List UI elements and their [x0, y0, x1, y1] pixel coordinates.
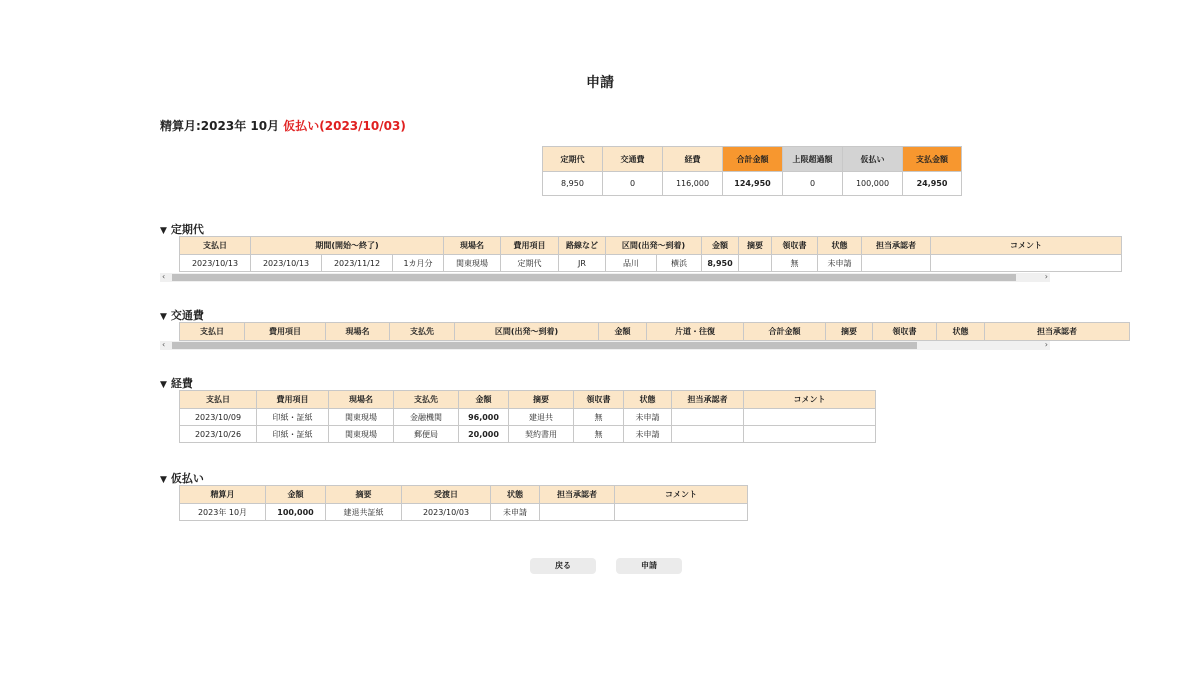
section-heading-kotsu[interactable]: ▼ 交通費: [160, 309, 204, 322]
table-cell: 金融機関: [394, 409, 459, 426]
column-header: 状態: [491, 486, 540, 504]
table-cell: 未申請: [491, 504, 540, 521]
table-cell-amount: 20,000: [459, 426, 509, 443]
column-header: 支払先: [390, 323, 455, 341]
kotsu-table-viewport: [179, 322, 1077, 340]
page-title: 申請: [586, 75, 614, 91]
column-header: 区間(出発～到着): [455, 323, 599, 341]
settlement-month-line: [160, 117, 406, 134]
column-header: 担当承認者: [672, 391, 744, 409]
column-header: 精算月: [180, 486, 266, 504]
summary-table: [542, 146, 962, 196]
column-header: 受渡日: [402, 486, 491, 504]
table-cell: 未申請: [818, 255, 862, 272]
scroll-right-arrow-icon[interactable]: ›: [1044, 340, 1048, 349]
section-heading-keihi[interactable]: ▼ 経費: [160, 377, 193, 390]
table-cell: 契約書用: [509, 426, 574, 443]
column-header: 路線など: [559, 237, 606, 255]
horizontal-scrollbar[interactable]: [160, 273, 1050, 282]
summary-value-total: 124,950: [723, 172, 783, 196]
table-header-row: [180, 237, 1122, 255]
table-cell: 印紙・証紙: [257, 426, 329, 443]
summary-value-row: [543, 172, 962, 196]
table-cell: 郵便局: [394, 426, 459, 443]
column-header: 現場名: [444, 237, 501, 255]
summary-header: 経費: [663, 147, 723, 172]
column-header: 領収書: [772, 237, 818, 255]
column-header: 担当承認者: [985, 323, 1130, 341]
table-cell: 2023/10/26: [180, 426, 257, 443]
column-header: コメント: [615, 486, 748, 504]
teiki-table-viewport: [179, 236, 1050, 272]
column-header: 領収書: [574, 391, 624, 409]
summary-header-row: [543, 147, 962, 172]
column-header: 費用項目: [245, 323, 326, 341]
table-cell: 横浜: [657, 255, 702, 272]
teiki-table: [179, 236, 1122, 272]
column-header: 金額: [599, 323, 647, 341]
table-cell: 2023/10/09: [180, 409, 257, 426]
collapse-triangle-icon: ▼: [160, 312, 167, 322]
table-row[interactable]: [180, 255, 1122, 272]
table-cell: JR: [559, 255, 606, 272]
summary-value: 0: [783, 172, 843, 196]
table-cell: 関東現場: [329, 426, 394, 443]
column-header: 摘要: [326, 486, 402, 504]
column-header: 現場名: [326, 323, 390, 341]
column-header: 費用項目: [501, 237, 559, 255]
column-header: 摘要: [509, 391, 574, 409]
table-cell: 品川: [606, 255, 657, 272]
table-row[interactable]: [180, 409, 876, 426]
table-cell: [744, 409, 876, 426]
column-header: 状態: [818, 237, 862, 255]
column-header: 担当承認者: [540, 486, 615, 504]
summary-value: 8,950: [543, 172, 603, 196]
summary-header-payment: 支払金額: [903, 147, 962, 172]
table-cell: [615, 504, 748, 521]
column-header: 状態: [937, 323, 985, 341]
table-cell: 1カ月分: [393, 255, 444, 272]
column-header: 状態: [624, 391, 672, 409]
table-cell: 無: [772, 255, 818, 272]
table-cell: 関東現場: [444, 255, 501, 272]
column-header: 金額: [702, 237, 739, 255]
column-header: 片道・往復: [647, 323, 744, 341]
table-cell: [862, 255, 931, 272]
table-cell: [672, 426, 744, 443]
column-header: 摘要: [739, 237, 772, 255]
scrollbar-thumb[interactable]: [172, 274, 1016, 281]
column-header: 支払日: [180, 391, 257, 409]
summary-value-payment: 24,950: [903, 172, 962, 196]
table-cell: 無: [574, 426, 624, 443]
column-header: 期間(開始～終了): [251, 237, 444, 255]
column-header: 現場名: [329, 391, 394, 409]
summary-header: 交通費: [603, 147, 663, 172]
summary-header-overage: 上限超過額: [783, 147, 843, 172]
table-cell-amount: 100,000: [266, 504, 326, 521]
table-row[interactable]: [180, 504, 748, 521]
apply-button[interactable]: 申請: [616, 558, 682, 574]
column-header: 支払先: [394, 391, 459, 409]
column-header: コメント: [931, 237, 1122, 255]
summary-value: 0: [603, 172, 663, 196]
collapse-triangle-icon: ▼: [160, 226, 167, 236]
collapse-triangle-icon: ▼: [160, 380, 167, 390]
table-cell: 未申請: [624, 426, 672, 443]
table-cell: 未申請: [624, 409, 672, 426]
table-header-row: [180, 323, 1130, 341]
column-header: 摘要: [826, 323, 873, 341]
table-row[interactable]: [180, 426, 876, 443]
table-cell: [739, 255, 772, 272]
table-cell: [540, 504, 615, 521]
column-header: 区間(出発～到着): [606, 237, 702, 255]
table-cell: 2023/10/13: [180, 255, 251, 272]
table-cell: 印紙・証紙: [257, 409, 329, 426]
summary-value: 100,000: [843, 172, 903, 196]
table-cell: 建退共証紙: [326, 504, 402, 521]
summary-header-advance: 仮払い: [843, 147, 903, 172]
column-header: 金額: [459, 391, 509, 409]
table-cell: 建退共: [509, 409, 574, 426]
settlement-month-label: 精算月:2023年 10月: [160, 119, 280, 133]
column-header: 合計金額: [744, 323, 826, 341]
summary-header: 定期代: [543, 147, 603, 172]
scrollbar-thumb[interactable]: [172, 342, 917, 349]
table-cell: 2023年 10月: [180, 504, 266, 521]
summary-header-total: 合計金額: [723, 147, 783, 172]
karibarai-table: [179, 485, 748, 521]
column-header: 金額: [266, 486, 326, 504]
scroll-left-arrow-icon[interactable]: ‹: [162, 272, 166, 281]
table-cell: [931, 255, 1122, 272]
section-heading-teiki[interactable]: ▼ 定期代: [160, 223, 204, 236]
table-cell: 2023/11/12: [322, 255, 393, 272]
table-cell-amount: 8,950: [702, 255, 739, 272]
table-cell: 2023/10/13: [251, 255, 322, 272]
table-cell: [744, 426, 876, 443]
table-cell: 定期代: [501, 255, 559, 272]
table-cell: 2023/10/03: [402, 504, 491, 521]
table-cell-amount: 96,000: [459, 409, 509, 426]
collapse-triangle-icon: ▼: [160, 475, 167, 485]
table-header-row: [180, 486, 748, 504]
keihi-table: [179, 390, 876, 443]
column-header: 費用項目: [257, 391, 329, 409]
kotsu-table: [179, 322, 1130, 341]
section-heading-karibarai[interactable]: ▼ 仮払い: [160, 472, 204, 485]
scroll-right-arrow-icon[interactable]: ›: [1044, 272, 1048, 281]
horizontal-scrollbar[interactable]: [160, 341, 1050, 350]
column-header: 支払日: [180, 237, 251, 255]
table-header-row: [180, 391, 876, 409]
column-header: 担当承認者: [862, 237, 931, 255]
column-header: 領収書: [873, 323, 937, 341]
summary-value: 116,000: [663, 172, 723, 196]
column-header: コメント: [744, 391, 876, 409]
column-header: 支払日: [180, 323, 245, 341]
table-cell: [672, 409, 744, 426]
scroll-left-arrow-icon[interactable]: ‹: [162, 340, 166, 349]
table-cell: 関東現場: [329, 409, 394, 426]
table-cell: 無: [574, 409, 624, 426]
back-button[interactable]: 戻る: [530, 558, 596, 574]
advance-payment-label: 仮払い(2023/10/03): [283, 119, 406, 133]
